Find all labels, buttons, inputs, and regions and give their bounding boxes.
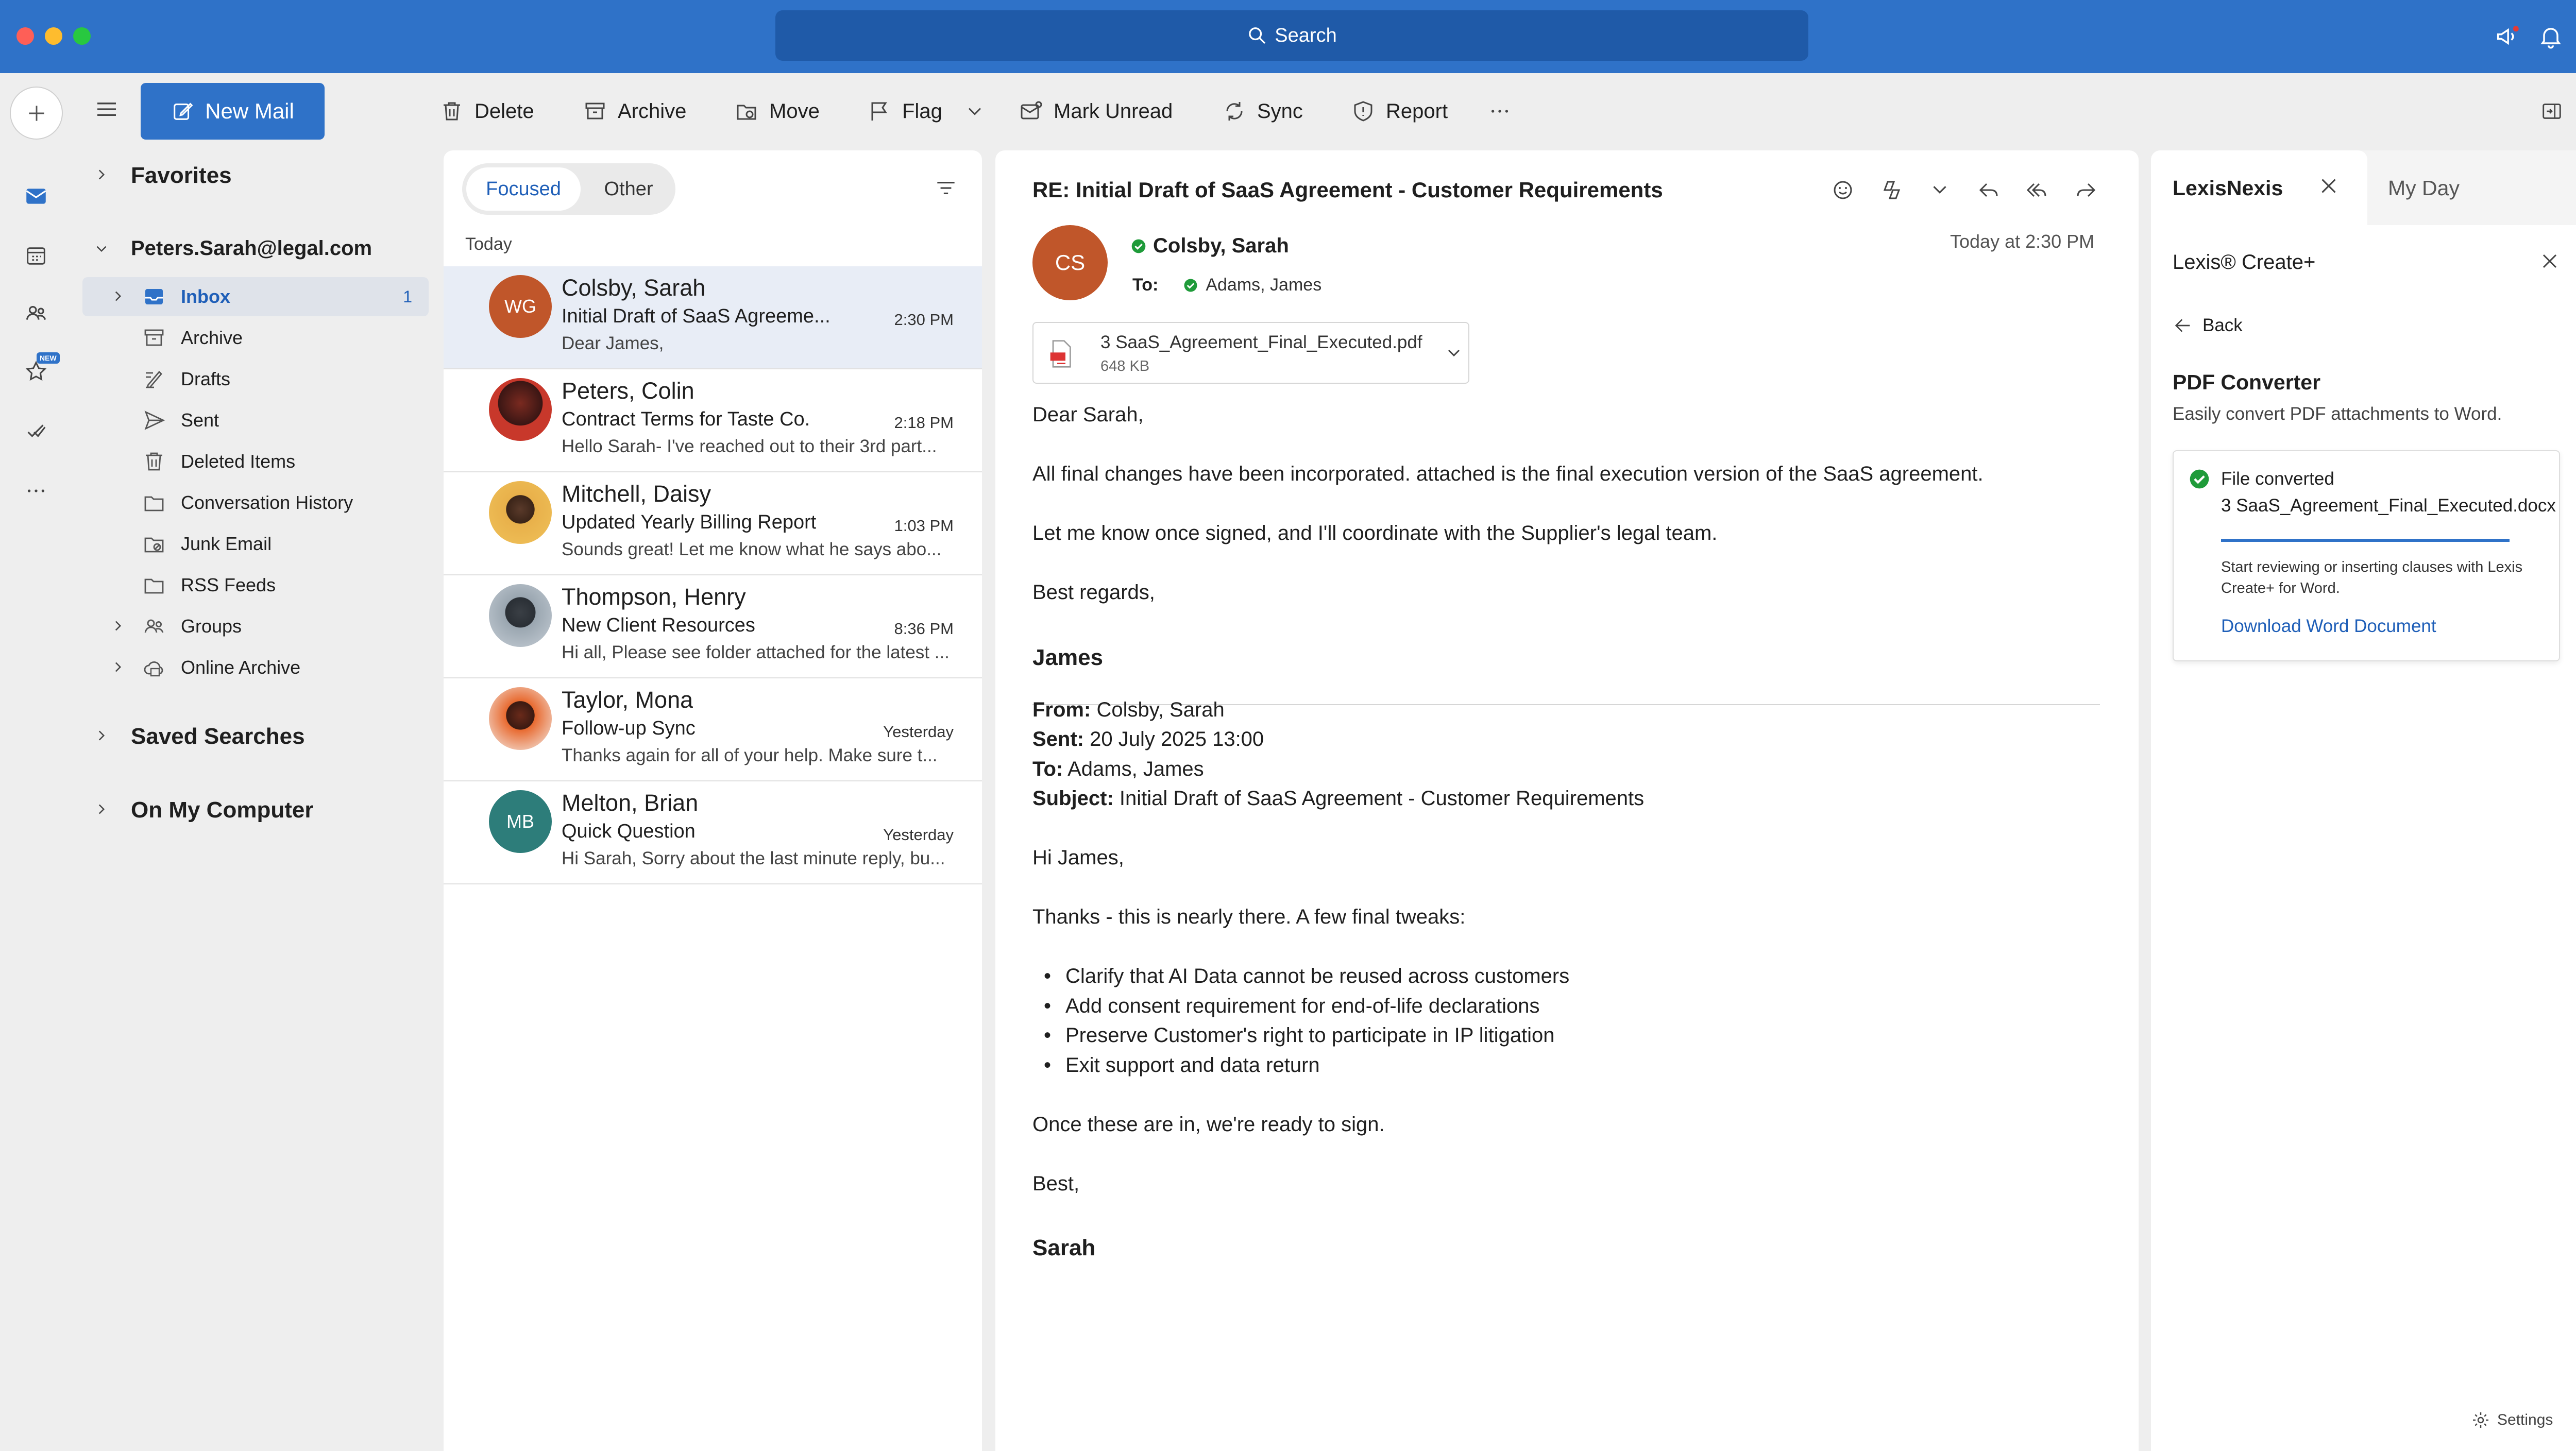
app-rail [0, 73, 73, 1451]
list-item[interactable] [444, 472, 982, 575]
quoted-from [1032, 698, 1225, 722]
chevron-right-icon [109, 658, 128, 677]
junk-icon [142, 532, 166, 556]
folder-deleted-items[interactable] [82, 442, 429, 481]
forward-icon [2074, 178, 2098, 202]
back-label: Back [2202, 315, 2243, 335]
folder-label: Junk Email [181, 533, 272, 554]
sender-name: Colsby, Sarah [562, 275, 706, 301]
progress-fill [2221, 539, 2510, 542]
bullet-text: Preserve Customer's right to participate in IP litigation [1065, 1024, 1555, 1047]
subject-line: Updated Yearly Billing Report [562, 511, 817, 533]
chevron-right-icon [93, 727, 110, 744]
search-icon [1247, 25, 1267, 46]
tab-focused[interactable]: Focused [466, 167, 581, 211]
addin-body [2151, 225, 2576, 1451]
close-icon[interactable] [2537, 249, 2562, 274]
new-mail-button[interactable] [141, 83, 325, 140]
more-actions-button[interactable] [1488, 93, 1512, 130]
folder-drafts[interactable] [82, 360, 429, 399]
calendar-icon [24, 244, 48, 267]
inbox-tabs [462, 163, 675, 215]
envelope-unread-icon [1019, 99, 1043, 124]
new-mail-label: New Mail [205, 99, 294, 123]
people-app-button[interactable] [19, 296, 53, 330]
hamburger-icon [93, 95, 121, 123]
received-time: Yesterday [883, 723, 954, 741]
new-badge: NEW [37, 352, 60, 364]
received-time: 2:18 PM [894, 414, 954, 432]
converted-file-name: 3 SaaS_Agreement_Final_Executed.docx [2221, 496, 2556, 516]
addin-pane [2151, 150, 2576, 1451]
title-bar [0, 0, 2576, 73]
account-label: Peters.Sarah@legal.com [131, 237, 372, 260]
attachment-card[interactable] [1032, 322, 1469, 384]
bullet-item: • Add consent requirement for end-of-life declarations [1044, 995, 1540, 1017]
filter-button[interactable] [933, 175, 959, 201]
move-label: Move [769, 99, 820, 123]
favorites-app-button[interactable] [19, 354, 57, 388]
subject-line: Contract Terms for Taste Co. [562, 408, 810, 430]
folder-label: Sent [181, 409, 219, 431]
delete-label: Delete [474, 99, 534, 123]
saved-searches-label: Saved Searches [131, 724, 305, 749]
email-paragraph: Let me know once signed, and I'll coordinate with the Supplier's legal team. [1032, 522, 1718, 544]
bullet-item: • Clarify that AI Data cannot be reused across customers [1044, 965, 1570, 987]
zoom-window-button[interactable] [73, 27, 91, 45]
flag-dropdown-button[interactable] [963, 93, 986, 130]
folder-label: Archive [181, 327, 243, 348]
mark-unread-label: Mark Unread [1054, 99, 1173, 123]
sender-avatar: CS [1032, 225, 1108, 300]
presence-available-icon [1183, 278, 1198, 293]
people-icon [23, 300, 49, 326]
quoted-signature: Sarah [1032, 1235, 1096, 1260]
sender-name: Taylor, Mona [562, 687, 693, 713]
quoted-closing: Best, [1032, 1172, 1080, 1195]
filter-icon [933, 175, 959, 201]
copilot-button[interactable] [1879, 178, 1904, 202]
folder-label: Groups [181, 616, 242, 637]
on-my-computer-section[interactable] [98, 797, 313, 823]
avatar: WG [489, 275, 552, 338]
reply-icon [1976, 178, 2001, 202]
arrow-left-icon [2173, 315, 2193, 336]
on-my-computer-label: On My Computer [131, 797, 314, 823]
status-text: File converted [2221, 469, 2334, 489]
bullet-text: Add consent requirement for end-of-life declarations [1065, 995, 1540, 1017]
folder-inbox[interactable] [82, 277, 429, 316]
pane-icon [2540, 99, 2564, 123]
email-closing: Best regards, [1032, 581, 1155, 604]
message-preview: Hello Sarah- I've reached out to their 3rd part... [562, 436, 937, 456]
more-icon [24, 479, 48, 503]
subject-line: New Client Resources [562, 614, 755, 636]
move-button[interactable] [734, 93, 820, 130]
sender-name: Mitchell, Daisy [562, 481, 711, 507]
compose-icon [171, 99, 195, 123]
reply-all-button[interactable] [2025, 178, 2049, 202]
favorites-label: Favorites [131, 163, 232, 188]
received-time: 1:03 PM [894, 517, 954, 535]
report-button[interactable] [1351, 93, 1448, 130]
email-timestamp: Today at 2:30 PM [1950, 231, 2095, 252]
archive-label: Archive [618, 99, 687, 123]
trash-icon [142, 449, 166, 474]
chevron-down-icon [1928, 178, 1952, 201]
report-label: Report [1386, 99, 1448, 123]
subject-label: Subject: [1032, 787, 1114, 810]
message-preview: Hi all, Please see folder attached for the latest ... [562, 642, 950, 662]
quoted-subject [1032, 787, 1644, 810]
todo-app-button[interactable] [19, 414, 53, 448]
subject-line: Quick Question [562, 821, 696, 842]
folder-label: Online Archive [181, 657, 301, 678]
attachment-name: 3 SaaS_Agreement_Final_Executed.pdf [1100, 332, 1422, 352]
reply-button[interactable] [1976, 178, 2001, 202]
list-item[interactable] [444, 781, 982, 884]
avatar [489, 584, 552, 647]
bullet-text: Clarify that AI Data cannot be reused across customers [1065, 965, 1570, 987]
settings-label: Settings [2497, 1411, 2553, 1428]
compose-plus-button[interactable] [10, 87, 63, 140]
sync-button[interactable] [1222, 93, 1303, 130]
chevron-right-icon [93, 800, 110, 818]
reply-all-icon [2025, 178, 2049, 202]
folder-label: Conversation History [181, 492, 353, 513]
subject-line: Follow-up Sync [562, 718, 696, 739]
email-greeting: Dear Sarah, [1032, 403, 1144, 426]
folder-junk-email[interactable] [82, 524, 429, 564]
announcement-icon[interactable] [2494, 23, 2520, 50]
bullet-item: • Preserve Customer's right to participate in IP litigation [1044, 1024, 1555, 1047]
calendar-app-button[interactable] [19, 238, 53, 272]
sent-icon [142, 408, 166, 433]
sent-value: 20 July 2025 13:00 [1090, 728, 1264, 750]
move-folder-icon [734, 99, 759, 124]
folder-groups[interactable] [82, 607, 429, 646]
attachment-size: 648 KB [1100, 358, 1150, 374]
card-description: Start reviewing or inserting clauses with Lexis Create+ for Word. [2221, 559, 2523, 596]
sender-name: Thompson, Henry [562, 584, 746, 610]
mail-icon [23, 183, 49, 209]
from-value: Colsby, Sarah [1096, 698, 1225, 721]
quoted-intro: Thanks - this is nearly there. A few final tweaks: [1032, 906, 1466, 928]
avatar [489, 378, 552, 441]
folder-label: Drafts [181, 368, 231, 389]
drafts-icon [142, 367, 166, 391]
message-preview: Thanks again for all of your help. Make sure t... [562, 745, 938, 765]
avatar [489, 687, 552, 750]
bullet-item: • Exit support and data return [1044, 1054, 1320, 1077]
tab-label: LexisNexis [2173, 176, 2283, 200]
recipient-line [1132, 275, 1321, 295]
flag-label: Flag [902, 99, 942, 123]
delete-button[interactable] [439, 93, 534, 130]
smiley-icon [1831, 178, 1855, 202]
chevron-down-icon [93, 240, 110, 258]
download-word-link[interactable]: Download Word Document [2221, 616, 2436, 636]
groups-icon [142, 614, 166, 639]
chevron-down-icon [963, 100, 986, 123]
folder-archive[interactable] [82, 318, 429, 357]
unread-count: 1 [403, 287, 412, 306]
mark-unread-button[interactable] [1019, 93, 1173, 130]
sender-name: Peters, Colin [562, 378, 694, 404]
folder-icon [142, 490, 166, 515]
from-label: From: [1032, 698, 1091, 721]
avatar: MB [489, 790, 552, 853]
sync-icon [1222, 99, 1247, 124]
ellipsis-icon [1488, 99, 1512, 123]
folder-rss-feeds[interactable] [82, 566, 429, 605]
chevron-right-icon [109, 287, 128, 306]
flag-button[interactable] [867, 93, 942, 130]
copilot-icon [1879, 178, 1904, 202]
chevron-down-icon[interactable] [1444, 343, 1464, 363]
tab-other[interactable]: Other [604, 178, 653, 200]
folder-conversation-history[interactable] [82, 483, 429, 522]
account-section[interactable] [93, 237, 372, 260]
conversion-card [2173, 450, 2560, 661]
sender-name: Melton, Brian [562, 790, 699, 816]
plus-icon [25, 102, 48, 125]
folder-label: RSS Feeds [181, 574, 276, 595]
search-placeholder: Search [1275, 24, 1337, 46]
quoted-to [1032, 758, 1204, 781]
presence-available-icon [1130, 238, 1147, 254]
list-item[interactable] [444, 369, 982, 472]
message-preview: Hi Sarah, Sorry about the last minute reply, bu... [562, 848, 945, 868]
close-window-button[interactable] [16, 27, 34, 45]
back-button[interactable] [2173, 315, 2243, 336]
received-time: 2:30 PM [894, 311, 954, 329]
avatar [489, 481, 552, 544]
quoted-greeting: Hi James, [1032, 846, 1124, 869]
tab-lexisnexis[interactable] [2151, 150, 2367, 225]
sent-label: Sent: [1032, 728, 1084, 750]
addin-title: Lexis® Create+ [2173, 251, 2316, 274]
pdf-file-icon [1045, 337, 1078, 370]
settings-button[interactable] [2470, 1410, 2553, 1430]
toggle-pane-button[interactable] [2540, 93, 2564, 130]
close-icon[interactable] [2316, 173, 2342, 199]
folder-sent[interactable] [82, 401, 429, 440]
list-item[interactable] [444, 678, 982, 781]
bell-icon[interactable] [2537, 23, 2564, 50]
to-label: To: [1132, 275, 1159, 295]
trash-icon [439, 99, 464, 124]
tab-my-day[interactable]: My Day [2388, 176, 2460, 200]
folder-icon [142, 573, 166, 598]
cloud-archive-icon [142, 655, 166, 680]
saved-searches-section[interactable] [98, 724, 305, 749]
archive-icon [142, 326, 166, 350]
more-options-dropdown[interactable] [1928, 178, 1952, 201]
forward-button[interactable] [2074, 178, 2098, 202]
email-signature: James [1032, 645, 1104, 670]
folder-label: Inbox [181, 286, 230, 307]
search-bar[interactable] [775, 10, 1808, 61]
converter-heading: PDF Converter [2173, 370, 2321, 394]
quoted-outro: Once these are in, we're ready to sign. [1032, 1113, 1385, 1136]
message-preview: Dear James, [562, 333, 664, 353]
message-preview: Sounds great! Let me know what he says abo... [562, 539, 942, 559]
bullet-text: Exit support and data return [1065, 1054, 1320, 1077]
folder-label: Deleted Items [181, 451, 296, 472]
gear-icon [2470, 1410, 2491, 1430]
chevron-right-icon [109, 617, 128, 636]
list-item[interactable] [444, 266, 982, 369]
group-header: Today [465, 234, 512, 254]
message-list [444, 150, 982, 1451]
folder-online-archive[interactable] [82, 648, 429, 687]
received-time: 8:36 PM [894, 620, 954, 638]
checkmark-icon [24, 419, 48, 443]
subject-line: Initial Draft of SaaS Agreeme... [562, 305, 831, 327]
recipient-name[interactable]: Adams, James [1206, 275, 1322, 295]
inbox-icon [142, 284, 166, 309]
mail-app-button[interactable] [19, 179, 53, 213]
archive-icon [583, 99, 607, 124]
shield-icon [1351, 99, 1376, 124]
email-subject: RE: Initial Draft of SaaS Agreement - Customer Requirements [1032, 178, 1663, 202]
flag-icon [867, 99, 892, 124]
received-time: Yesterday [883, 826, 954, 844]
more-apps-button[interactable] [19, 474, 53, 508]
minimize-window-button[interactable] [45, 27, 62, 45]
favorites-section[interactable] [98, 163, 232, 189]
progress-track [2221, 539, 2510, 542]
sync-label: Sync [1257, 99, 1303, 123]
archive-button[interactable] [583, 93, 686, 130]
hamburger-menu-button[interactable] [93, 95, 121, 123]
success-check-icon [2188, 468, 2211, 490]
converter-subheading: Easily convert PDF attachments to Word. [2173, 404, 2502, 424]
to-value: Adams, James [1067, 758, 1204, 780]
quoted-sent [1032, 728, 1264, 751]
email-paragraph: All final changes have been incorporated. attached is the final execution version of the SaaS agreement. [1032, 463, 1984, 485]
list-item[interactable] [444, 575, 982, 678]
react-button[interactable] [1831, 178, 1855, 202]
sender-name[interactable]: Colsby, Sarah [1153, 234, 1289, 257]
sender-line [1130, 234, 1289, 258]
chevron-right-icon [93, 166, 110, 183]
subject-value: Initial Draft of SaaS Agreement - Customer Requirements [1119, 787, 1645, 810]
to-label: To: [1032, 758, 1063, 780]
